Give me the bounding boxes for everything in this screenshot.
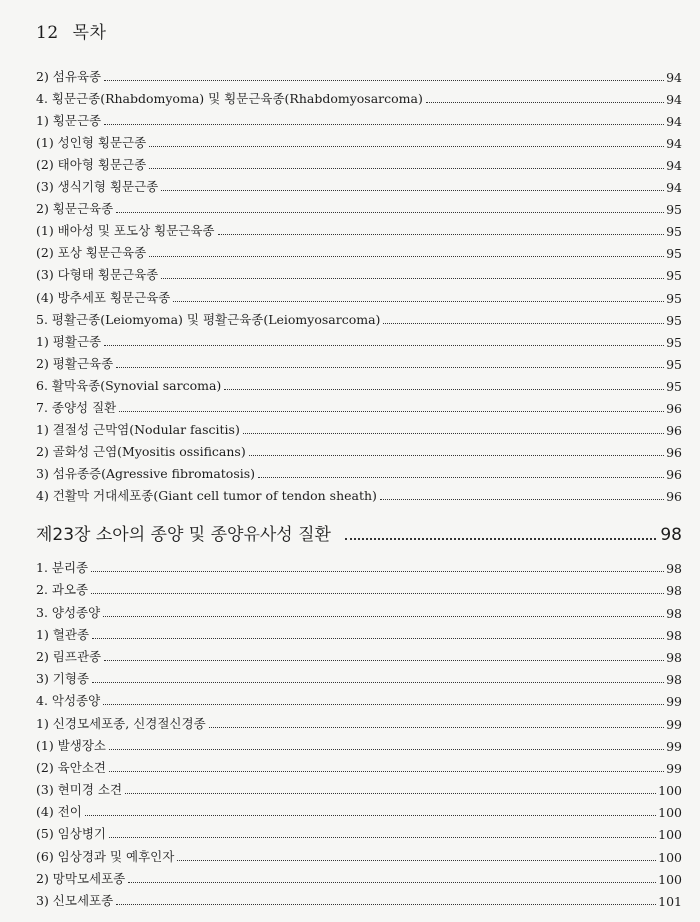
toc-entry — [36, 687, 682, 709]
toc-entry-label: 4) 건활막 거대세포종(Giant cell tumor of tendon sheath) — [36, 487, 377, 503]
toc-entry-page: 99 — [666, 694, 682, 710]
toc-entry-page: 100 — [658, 827, 682, 843]
toc-entry — [36, 460, 682, 482]
toc-entry-page: 95 — [666, 378, 682, 394]
toc-entry-page: 94 — [666, 136, 682, 152]
toc-entry-page: 94 — [666, 158, 682, 174]
toc-entry-page: 98 — [666, 649, 682, 665]
toc-entry — [36, 173, 682, 195]
toc-entry-page: 95 — [666, 356, 682, 372]
toc-entry — [36, 887, 682, 909]
toc-entry-label: 2) 평활근육종 — [36, 355, 114, 371]
toc-entry-label: 3) 섬유종증(Agressive fibromatosis) — [36, 465, 256, 481]
toc-entry-label: 2) 골화성 근염(Myositis ossificans) — [36, 443, 246, 459]
toc-entry — [36, 328, 682, 350]
toc-entry-page: 96 — [666, 488, 682, 504]
toc-entry — [36, 239, 682, 261]
toc-entry — [36, 643, 682, 665]
toc-entry-label: (1) 발생장소 — [36, 737, 106, 753]
toc-entry-page: 94 — [666, 180, 682, 196]
dot-leader — [249, 455, 664, 456]
toc-entry-label: 2) 횡문근육종 — [36, 201, 114, 217]
toc-entry-label: 3) 신모세포종 — [36, 893, 114, 908]
toc-entry-page: 100 — [658, 849, 682, 865]
toc-entry-label: 7. 종양성 질환 — [36, 399, 117, 415]
dot-leader — [426, 102, 664, 103]
dot-leader — [109, 749, 664, 750]
toc-entry-page: 98 — [666, 583, 682, 599]
toc-entry-page: 94 — [666, 92, 682, 108]
dot-leader — [209, 727, 664, 728]
toc-entry-label: (3) 현미경 소견 — [36, 782, 123, 798]
toc-entry-label: 1) 신경모세포종, 신경절신경종 — [36, 715, 206, 731]
dot-leader — [383, 323, 664, 324]
toc-entry-page: 96 — [666, 444, 682, 460]
toc-entry-page: 95 — [666, 224, 682, 240]
dot-leader — [218, 234, 665, 235]
dot-leader — [161, 278, 664, 279]
toc-entry-label: (3) 다형태 횡문근육종 — [36, 267, 159, 283]
toc-entry-label: 1) 혈관종 — [36, 626, 90, 642]
toc-entry — [36, 554, 682, 576]
toc-entry-page: 94 — [666, 114, 682, 130]
toc-entry-label: 5. 평활근종(Leiomyoma) 및 평활근육종(Leiomyosarcoma) — [36, 311, 381, 327]
toc-entry-page: 96 — [666, 422, 682, 438]
dot-leader — [224, 389, 664, 390]
toc-entry-label: 3. 양성종양 — [36, 604, 101, 620]
dot-leader — [149, 146, 664, 147]
toc-entry — [36, 416, 682, 438]
toc-entry — [36, 63, 682, 85]
toc-entry-page: 95 — [666, 246, 682, 262]
toc-entry-label: (6) 임상경과 및 예후인자 — [36, 848, 175, 864]
dot-leader — [85, 815, 656, 816]
toc-entry — [36, 306, 682, 328]
toc-entry — [36, 394, 682, 416]
toc-entry — [36, 85, 682, 107]
toc-entry-label: (3) 생식기형 횡문근종 — [36, 179, 159, 195]
dot-leader — [104, 124, 664, 125]
dot-leader — [149, 256, 664, 257]
toc-entry-label: (1) 성인형 횡문근종 — [36, 135, 147, 151]
toc-entry — [36, 217, 682, 239]
toc-entry-label: (2) 육안소견 — [36, 759, 106, 775]
dot-leader — [109, 837, 656, 838]
page-header — [36, 18, 106, 43]
toc-entry-label: (5) 임상병기 — [36, 826, 106, 842]
toc-entry-label: 2. 과오종 — [36, 582, 89, 598]
toc-entry — [36, 482, 682, 504]
toc-entry — [36, 798, 682, 820]
toc-entry — [36, 709, 682, 731]
toc-entry-label: (4) 방추세포 횡문근육종 — [36, 289, 171, 305]
toc-entry — [36, 129, 682, 151]
dot-leader — [104, 80, 664, 81]
dot-leader — [119, 411, 664, 412]
toc-entry-label: 1) 횡문근종 — [36, 113, 102, 129]
toc-entry — [36, 283, 682, 305]
toc-entry-page: 96 — [666, 400, 682, 416]
toc-entry-label: (2) 태아형 횡문근종 — [36, 157, 147, 173]
dot-leader — [258, 477, 664, 478]
dot-leader — [92, 638, 664, 639]
toc-list-bottom — [36, 554, 682, 909]
toc-entry-page: 95 — [666, 202, 682, 218]
toc-entry-page: 98 — [666, 672, 682, 688]
toc-entry — [36, 195, 682, 217]
toc-entry — [36, 665, 682, 687]
dot-leader — [91, 593, 664, 594]
toc-entry-label: (2) 포상 횡문근육종 — [36, 245, 147, 261]
toc-entry — [36, 754, 682, 776]
toc-entry — [36, 372, 682, 394]
toc-entry-page: 99 — [666, 716, 682, 732]
toc-entry-label: 4. 횡문근종(Rhabdomyoma) 및 횡문근육종(Rhabdomyosarcoma) — [36, 91, 423, 107]
dot-leader — [116, 904, 656, 905]
dot-leader — [116, 367, 664, 368]
toc-entry-label: 6. 활막육종(Synovial sarcoma) — [36, 377, 222, 393]
toc-entry-page: 95 — [666, 268, 682, 284]
toc-entry-page: 98 — [666, 561, 682, 577]
toc-list-top — [36, 63, 682, 504]
dot-leader — [104, 345, 664, 346]
dot-leader — [161, 190, 664, 191]
toc-entry-label: (1) 배아성 및 포도상 횡문근육종 — [36, 223, 215, 239]
toc-entry-page: 95 — [666, 334, 682, 350]
dot-leader — [92, 682, 664, 683]
toc-entry-label: 3) 기형종 — [36, 671, 90, 687]
dot-leader — [173, 301, 664, 302]
dot-leader — [380, 499, 664, 500]
dot-leader — [104, 660, 664, 661]
toc-entry — [36, 576, 682, 598]
dot-leader — [109, 771, 664, 772]
dot-leader — [243, 433, 664, 434]
toc-entry — [36, 438, 682, 460]
toc-entry-page: 94 — [666, 70, 682, 86]
toc-entry — [36, 598, 682, 620]
toc-entry-page: 99 — [666, 760, 682, 776]
toc-entry-page: 99 — [666, 738, 682, 754]
dot-leader — [116, 212, 664, 213]
toc-entry — [36, 776, 682, 798]
page-number: 12 — [36, 23, 59, 43]
dot-leader — [149, 168, 664, 169]
toc-entry — [36, 865, 682, 887]
dot-leader — [345, 538, 656, 540]
toc-entry — [36, 107, 682, 129]
dot-leader — [128, 882, 656, 883]
page-title: 목차 — [72, 23, 107, 43]
toc-entry — [36, 151, 682, 173]
toc-entry-label: 2) 망막모세포종 — [36, 870, 126, 886]
chapter-page-number: 98 — [660, 525, 682, 545]
toc-entry — [36, 820, 682, 842]
chapter-title: 제23장 소아의 종양 및 종양유사성 질환 — [36, 525, 331, 545]
toc-entry-page: 98 — [666, 627, 682, 643]
toc-entry-page: 100 — [658, 871, 682, 887]
toc-entry — [36, 350, 682, 372]
toc-entry-page: 96 — [666, 466, 682, 482]
toc-entry-label: 2) 림프관종 — [36, 648, 102, 664]
toc-entry-page: 95 — [666, 312, 682, 328]
dot-leader — [91, 571, 664, 572]
toc-entry-label: (4) 전이 — [36, 804, 82, 820]
toc-entry-page: 95 — [666, 290, 682, 306]
toc-entry — [36, 621, 682, 643]
dot-leader — [177, 860, 656, 861]
toc-entry — [36, 261, 682, 283]
toc-entry-label: 1. 분리종 — [36, 560, 89, 576]
toc-entry-page: 100 — [658, 805, 682, 821]
toc-entry-label: 1) 결절성 근막염(Nodular fascitis) — [36, 421, 240, 437]
toc-entry-label: 4. 악성종양 — [36, 693, 101, 709]
dot-leader — [125, 793, 656, 794]
dot-leader — [103, 704, 664, 705]
toc-entry-label: 2) 섬유육종 — [36, 69, 102, 85]
toc-entry-page: 98 — [666, 605, 682, 621]
chapter-heading — [36, 519, 682, 545]
toc-entry-page: 101 — [658, 894, 682, 909]
toc-entry — [36, 842, 682, 864]
toc-entry — [36, 732, 682, 754]
dot-leader — [103, 616, 664, 617]
toc-entry-page: 100 — [658, 783, 682, 799]
toc-entry-label: 1) 평활근종 — [36, 333, 102, 349]
